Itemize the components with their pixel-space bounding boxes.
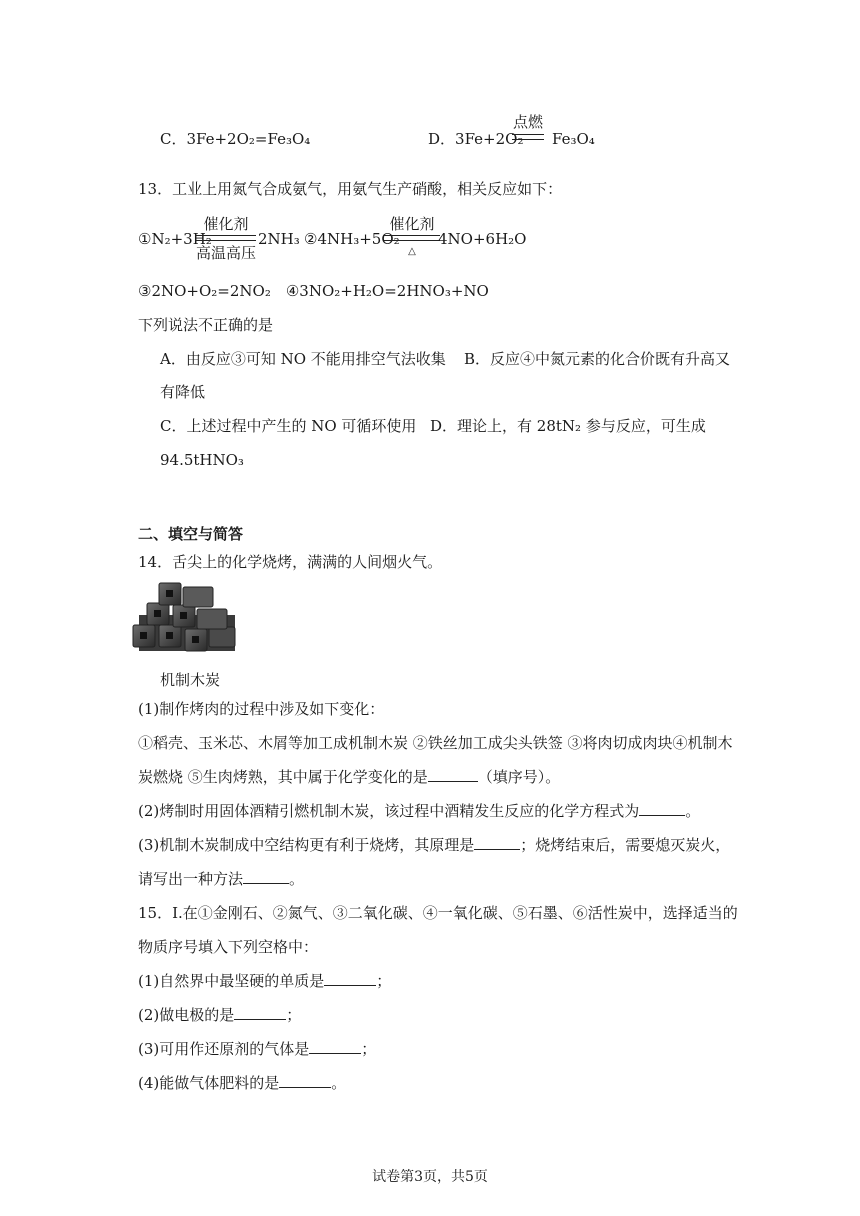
- q14-part3-end: 。: [289, 870, 305, 888]
- q13-reaction-2-heat: △: [408, 246, 416, 257]
- q13-reaction-2-right: 4NO+6H₂O: [438, 230, 527, 248]
- q14-part2-end: 。: [685, 802, 701, 820]
- q15-answer-blank-2[interactable]: [234, 1005, 286, 1020]
- q15-item-3-text: (3)可用作还原剂的气体是: [138, 1040, 310, 1058]
- q15-item-4-text: (4)能做气体肥料的是: [138, 1074, 280, 1092]
- q14-part3-text: (3)机制木炭制成中空结构更有利于烧烤，其原理是: [138, 836, 475, 854]
- q14-part3-line2: [138, 869, 304, 889]
- q14-part1-text: 炭燃烧 ⑤生肉烤熟，其中属于化学变化的是: [138, 768, 428, 786]
- q15-blank-1-line: [138, 971, 391, 991]
- q12-option-d-right: Fe₃O₄: [552, 130, 595, 148]
- q13-reaction-1-condition: 高温高压: [195, 244, 256, 262]
- q15-answer-blank-4[interactable]: [279, 1073, 331, 1088]
- q15-item-2-end: ；: [286, 1006, 302, 1024]
- q13-reaction-1-double-line: [196, 235, 256, 241]
- q13-option-b-line2: 有降低: [160, 383, 206, 401]
- q15-item-4-end: 。: [331, 1074, 347, 1092]
- q13-question: 下列说法不正确的是: [138, 316, 274, 334]
- q14-part3-line1: [138, 835, 730, 855]
- q15-stem-line2: 物质序号填入下列空格中：: [138, 938, 319, 956]
- q13-option-c: C．上述过程中产生的 NO 可循环使用: [160, 417, 417, 435]
- charcoal-briquettes-image: [131, 581, 241, 661]
- q13-reaction-2-double-line: [384, 235, 440, 241]
- q12-option-d-condition: 点燃: [512, 113, 543, 131]
- q15-item-3-end: ；: [361, 1040, 377, 1058]
- q13-reactions-3-4: ③2NO+O₂=2NO₂ ④3NO₂+H₂O=2HNO₃+NO: [138, 282, 489, 300]
- q13-option-b-line1: B．反应④中氮元素的化合价既有升高又: [464, 350, 731, 368]
- q14-stem: 14．舌尖上的化学烧烤，满满的人间烟火气。: [138, 553, 443, 571]
- q14-answer-blank-1[interactable]: [428, 767, 478, 782]
- q13-option-d-line2: 94.5tHNO₃: [160, 451, 244, 469]
- section-heading: 二、填空与简答: [138, 525, 244, 543]
- q14-answer-blank-4[interactable]: [243, 869, 289, 884]
- q15-answer-blank-3[interactable]: [309, 1039, 361, 1054]
- q15-blank-4-line: [138, 1073, 346, 1093]
- q14-part1: (1)制作烤肉的过程中涉及如下变化：: [138, 700, 385, 718]
- q13-stem: 13．工业上用氮气合成氨气，用氨气生产硝酸，相关反应如下：: [138, 180, 563, 198]
- q15-item-1-text: (1)自然界中最坚硬的单质是: [138, 972, 325, 990]
- q13-option-d-line1: D．理论上，有 28tN₂ 参与反应，可生成: [430, 417, 706, 435]
- q13-reaction-2-left: ②4NH₃+5O₂: [304, 230, 400, 248]
- q15-stem-line1: 15．I.在①金刚石、②氮气、③二氧化碳、④一氧化碳、⑤石墨、⑥活性炭中，选择适当的: [138, 904, 738, 922]
- q12-reaction-double-line: [512, 134, 544, 140]
- q14-part2: [138, 801, 700, 821]
- q14-answer-blank-2[interactable]: [639, 801, 685, 816]
- q14-part1-end: （填序号）。: [477, 768, 561, 786]
- q15-item-1-end: ；: [376, 972, 392, 990]
- q14-answer-blank-3[interactable]: [474, 835, 520, 850]
- q13-reaction-1-right: 2NH₃: [258, 230, 300, 248]
- q15-item-2-text: (2)做电极的是: [138, 1006, 235, 1024]
- q14-part3-text-3: 请写出一种方法: [138, 870, 244, 888]
- q12-option-c: C．3Fe+2O₂=Fe₃O₄: [160, 130, 311, 148]
- q15-answer-blank-1[interactable]: [324, 971, 376, 986]
- page-footer: 试卷第3页，共5页: [372, 1169, 488, 1185]
- q15-blank-3-line: [138, 1039, 376, 1059]
- q13-reaction-1-catalyst: 催化剂: [203, 215, 249, 233]
- q12-option-d-left: D．3Fe+2O₂: [428, 130, 524, 148]
- q14-part2-text: (2)烤制时用固体酒精引燃机制木炭，该过程中酒精发生反应的化学方程式为: [138, 802, 640, 820]
- q13-reaction-2-catalyst: 催化剂: [389, 215, 435, 233]
- q14-part1-items-line2: [138, 767, 560, 787]
- q14-part3-text-2: ；烧烤结束后，需要熄灭炭火，: [520, 836, 731, 854]
- q13-option-a: A．由反应③可知 NO 不能用排空气法收集: [160, 350, 446, 368]
- q15-blank-2-line: [138, 1005, 301, 1025]
- q14-part1-items-line1: ①稻壳、玉米芯、木屑等加工成机制木炭 ②铁丝加工成尖头铁签 ③将肉切成肉块④机制木: [138, 734, 733, 752]
- q13-reaction-1-left: ①N₂+3H₂: [138, 230, 212, 248]
- q14-image-caption: 机制木炭: [160, 671, 221, 689]
